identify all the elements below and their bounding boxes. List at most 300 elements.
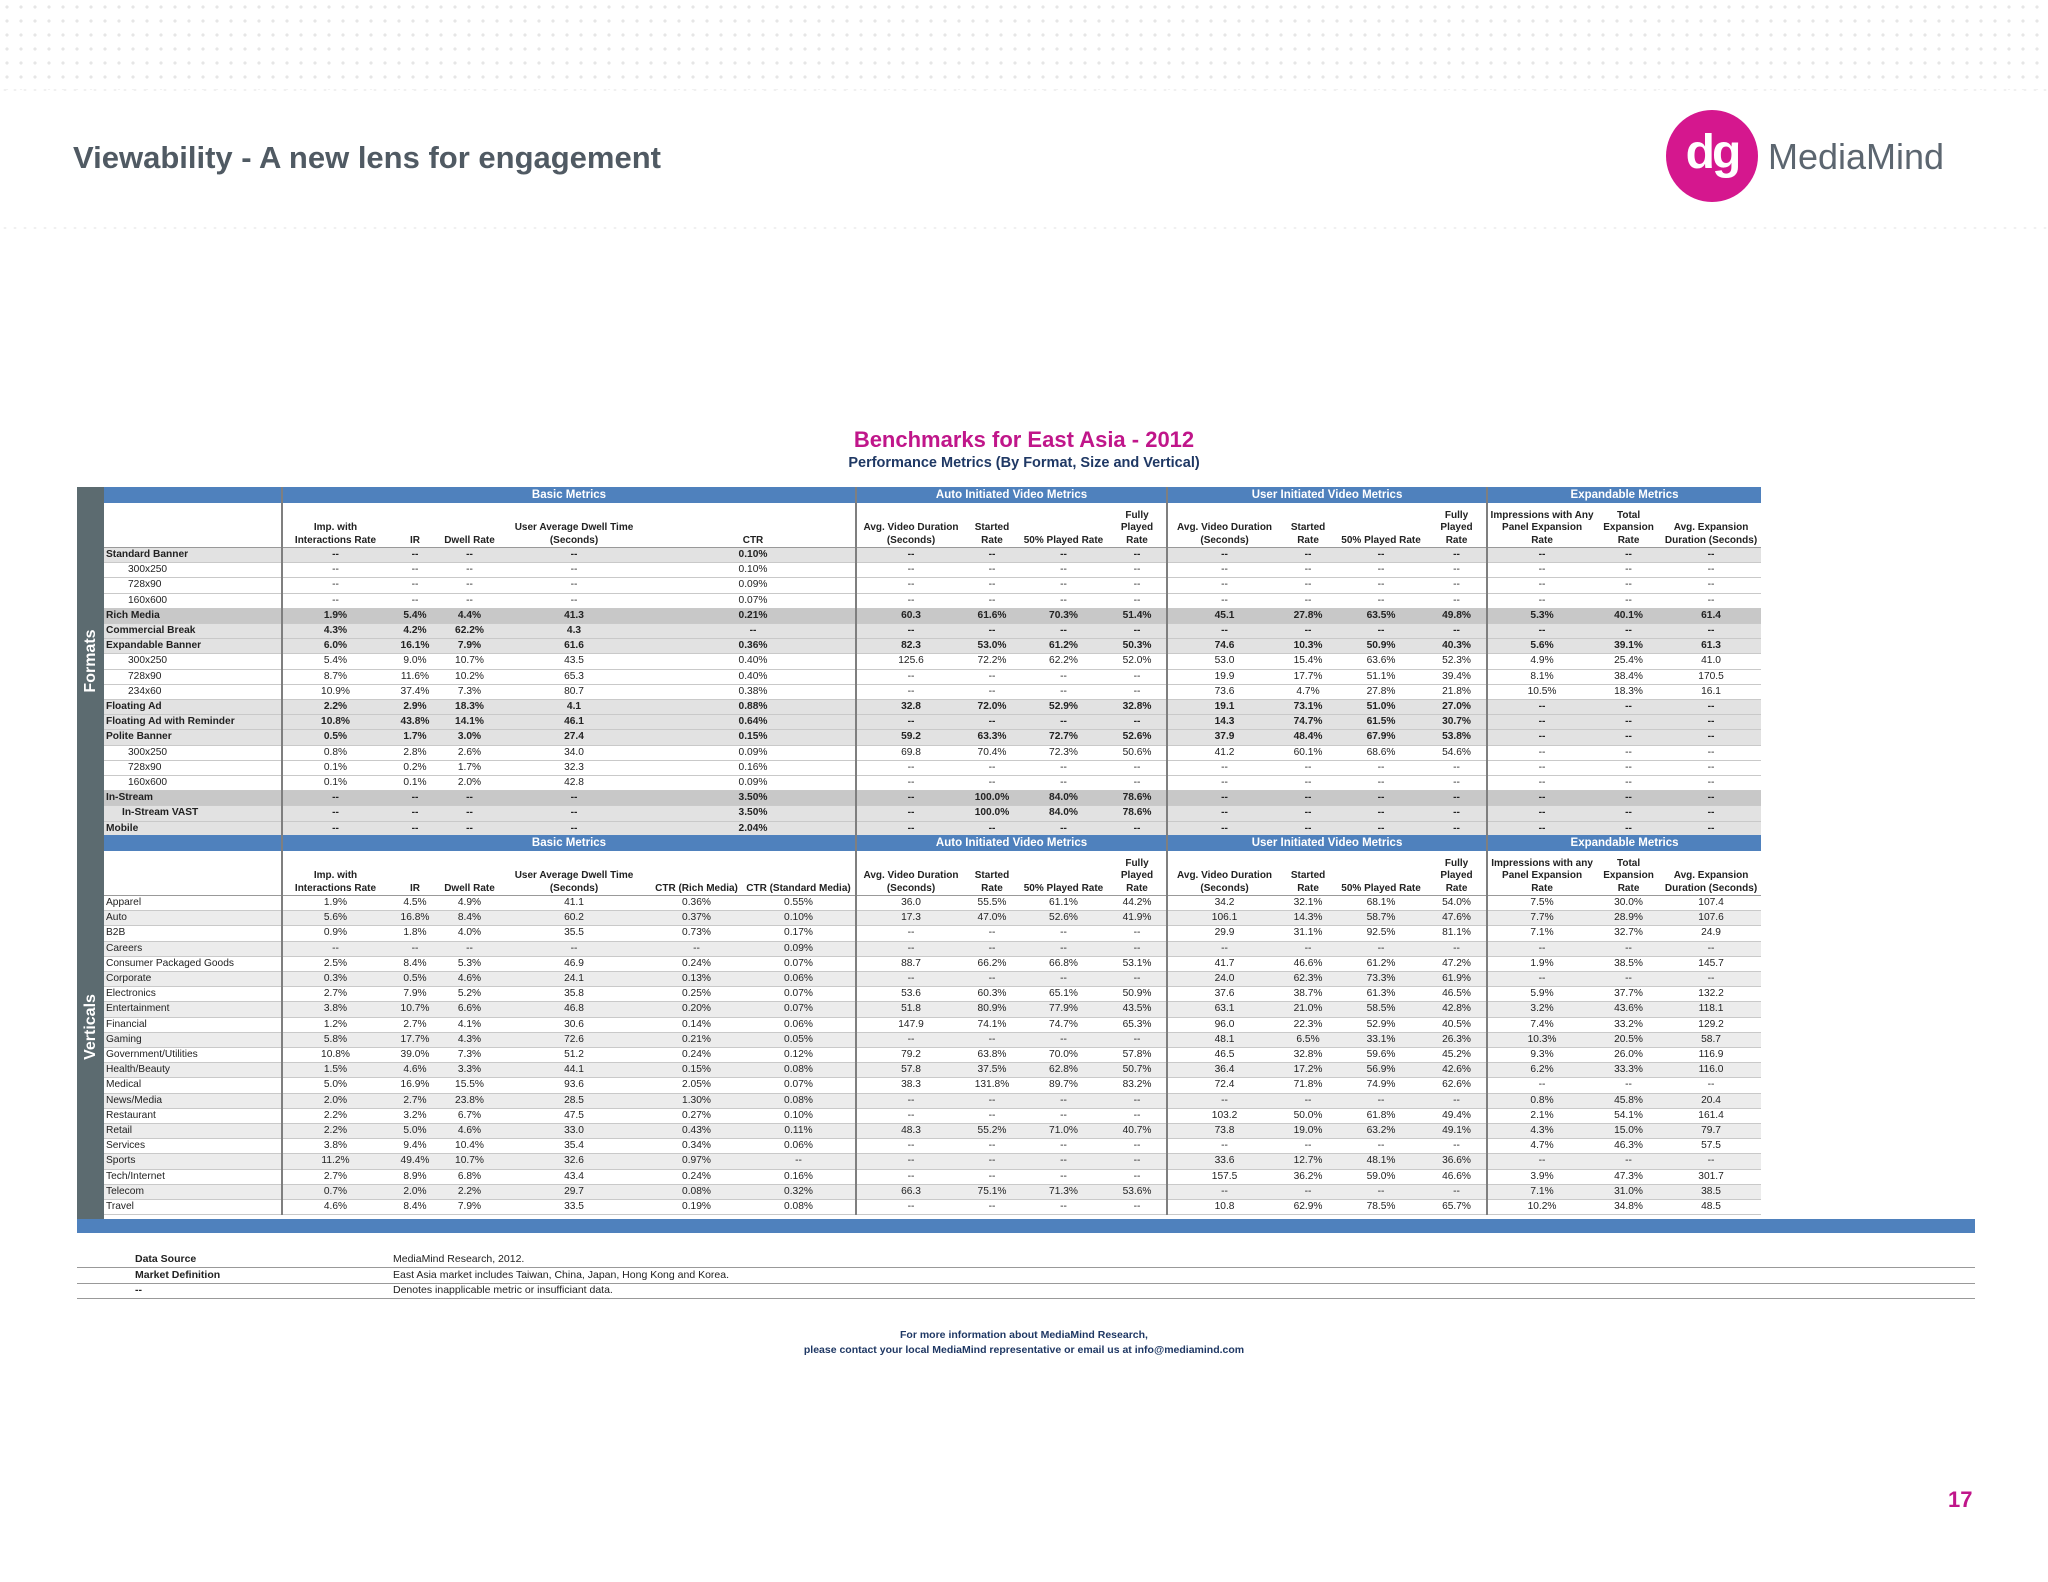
vertical-cell: 89.7% bbox=[1019, 1078, 1108, 1093]
verticals-table bbox=[104, 835, 1761, 1215]
format-row-label: 234x60 bbox=[104, 684, 282, 699]
vertical-cell: 49.4% bbox=[1427, 1108, 1487, 1123]
vertical-cell: -- bbox=[1596, 972, 1661, 987]
vertical-cell: 4.0% bbox=[442, 926, 497, 941]
vertical-cell: 74.9% bbox=[1335, 1078, 1427, 1093]
sidebar-verticals bbox=[77, 835, 104, 1219]
format-cell: 0.09% bbox=[651, 776, 856, 791]
vertical-cell: 78.5% bbox=[1335, 1200, 1427, 1215]
vertical-cell: 10.7% bbox=[442, 1154, 497, 1169]
benchmark-title: Benchmarks for East Asia - 2012 bbox=[853, 427, 1195, 452]
format-cell: -- bbox=[388, 806, 442, 821]
format-cell: -- bbox=[1335, 578, 1427, 593]
vertical-cell: 35.4 bbox=[497, 1139, 651, 1154]
vertical-cell: 0.08% bbox=[742, 1093, 856, 1108]
vertical-cell: 58.5% bbox=[1335, 1002, 1427, 1017]
vertical-cell: 41.1 bbox=[497, 896, 651, 911]
vertical-cell: 7.1% bbox=[1487, 1184, 1596, 1199]
vertical-cell: -- bbox=[1661, 1154, 1761, 1169]
vertical-cell: 61.8% bbox=[1335, 1108, 1427, 1123]
format-cell: 19.1 bbox=[1167, 700, 1281, 715]
column-header-row bbox=[104, 851, 1761, 896]
vertical-row-label: Services bbox=[104, 1139, 282, 1154]
vertical-cell: 42.6% bbox=[1427, 1063, 1487, 1078]
column-header-blank bbox=[104, 851, 282, 896]
vertical-cell: 37.7% bbox=[1596, 987, 1661, 1002]
page-number: 17 bbox=[1948, 1487, 1973, 1512]
format-cell: -- bbox=[1281, 760, 1335, 775]
format-cell: 54.6% bbox=[1427, 745, 1487, 760]
format-cell: -- bbox=[1596, 578, 1661, 593]
format-cell: 50.3% bbox=[1108, 639, 1167, 654]
format-cell: 21.8% bbox=[1427, 684, 1487, 699]
vertical-cell: 23.8% bbox=[442, 1093, 497, 1108]
format-cell: -- bbox=[1108, 624, 1167, 639]
vertical-cell: 7.9% bbox=[388, 987, 442, 1002]
column-header-row bbox=[104, 503, 1761, 548]
format-cell: -- bbox=[1167, 791, 1281, 806]
vertical-cell: 62.3% bbox=[1281, 972, 1335, 987]
format-cell: 74.7% bbox=[1281, 715, 1335, 730]
vertical-cell: 36.6% bbox=[1427, 1154, 1487, 1169]
format-cell: -- bbox=[1427, 548, 1487, 563]
vertical-cell: -- bbox=[1108, 926, 1167, 941]
vertical-row-label: Apparel bbox=[104, 896, 282, 911]
vertical-cell: 57.5 bbox=[1661, 1139, 1761, 1154]
vertical-cell: 55.5% bbox=[965, 896, 1019, 911]
vertical-cell: 4.1% bbox=[442, 1017, 497, 1032]
vertical-cell: 63.2% bbox=[1335, 1124, 1427, 1139]
format-cell: -- bbox=[1281, 776, 1335, 791]
vertical-cell: -- bbox=[856, 941, 965, 956]
format-cell: 73.6 bbox=[1167, 684, 1281, 699]
format-cell: 61.6% bbox=[965, 608, 1019, 623]
vertical-cell: 16.9% bbox=[388, 1078, 442, 1093]
format-row bbox=[104, 806, 1761, 821]
vertical-cell: 96.0 bbox=[1167, 1017, 1281, 1032]
format-cell: 19.9 bbox=[1167, 669, 1281, 684]
footnote-row bbox=[77, 1282, 1975, 1299]
vertical-cell: 8.4% bbox=[442, 911, 497, 926]
format-cell: 52.6% bbox=[1108, 730, 1167, 745]
format-cell: -- bbox=[856, 791, 965, 806]
format-cell: -- bbox=[856, 776, 965, 791]
vertical-cell: 47.2% bbox=[1427, 956, 1487, 971]
vertical-cell: 0.08% bbox=[742, 1063, 856, 1078]
format-cell: -- bbox=[965, 593, 1019, 608]
format-cell: -- bbox=[1487, 563, 1596, 578]
format-cell: -- bbox=[1487, 730, 1596, 745]
vertical-row-label: Tech/Internet bbox=[104, 1169, 282, 1184]
column-header: Dwell Rate bbox=[442, 503, 497, 548]
vertical-cell: -- bbox=[1167, 1184, 1281, 1199]
format-cell: 0.16% bbox=[651, 760, 856, 775]
vertical-cell: 93.6 bbox=[497, 1078, 651, 1093]
vertical-cell: 59.6% bbox=[1335, 1048, 1427, 1063]
column-header: 50% Played Rate bbox=[1019, 851, 1108, 896]
format-row-label: Standard Banner bbox=[104, 548, 282, 563]
vertical-cell: 58.7% bbox=[1335, 911, 1427, 926]
format-row bbox=[104, 791, 1761, 806]
vertical-cell: 47.6% bbox=[1427, 911, 1487, 926]
format-cell: -- bbox=[856, 684, 965, 699]
sidebar-formats-label: Formats bbox=[81, 629, 99, 693]
vertical-cell: -- bbox=[1487, 941, 1596, 956]
format-cell: -- bbox=[1661, 745, 1761, 760]
vertical-cell: 0.9% bbox=[282, 926, 388, 941]
vertical-cell: 65.7% bbox=[1427, 1200, 1487, 1215]
vertical-cell: 70.0% bbox=[1019, 1048, 1108, 1063]
format-cell: -- bbox=[1661, 624, 1761, 639]
column-header: Total Expansion Rate bbox=[1596, 503, 1661, 548]
vertical-row-label: Restaurant bbox=[104, 1108, 282, 1123]
vertical-cell: 107.4 bbox=[1661, 896, 1761, 911]
vertical-cell: 38.7% bbox=[1281, 987, 1335, 1002]
format-cell: 60.1% bbox=[1281, 745, 1335, 760]
vertical-cell: 0.97% bbox=[651, 1154, 742, 1169]
format-row-label: 300x250 bbox=[104, 654, 282, 669]
format-cell: -- bbox=[1487, 760, 1596, 775]
format-cell: -- bbox=[1108, 563, 1167, 578]
format-cell: 4.2% bbox=[388, 624, 442, 639]
footnote-value: Denotes inapplicable metric or insufficiant data. bbox=[393, 1284, 613, 1296]
format-cell: 38.4% bbox=[1596, 669, 1661, 684]
vertical-cell: -- bbox=[965, 1032, 1019, 1047]
vertical-cell: 47.0% bbox=[965, 911, 1019, 926]
vertical-cell: 29.9 bbox=[1167, 926, 1281, 941]
vertical-cell: 0.37% bbox=[651, 911, 742, 926]
format-cell: -- bbox=[282, 548, 388, 563]
vertical-cell: 50.7% bbox=[1108, 1063, 1167, 1078]
format-cell: -- bbox=[282, 578, 388, 593]
footnote-row bbox=[77, 1251, 1975, 1268]
format-cell: -- bbox=[1596, 593, 1661, 608]
format-cell: -- bbox=[1661, 715, 1761, 730]
vertical-cell: 0.16% bbox=[742, 1169, 856, 1184]
vertical-cell: 34.2 bbox=[1167, 896, 1281, 911]
format-row bbox=[104, 669, 1761, 684]
vertical-cell: 3.2% bbox=[1487, 1002, 1596, 1017]
vertical-cell: -- bbox=[1019, 1093, 1108, 1108]
vertical-cell: 50.0% bbox=[1281, 1108, 1335, 1123]
format-cell: 0.10% bbox=[651, 563, 856, 578]
vertical-cell: 2.2% bbox=[282, 1108, 388, 1123]
format-cell: -- bbox=[1019, 760, 1108, 775]
format-row-label: 728x90 bbox=[104, 578, 282, 593]
vertical-cell: 62.9% bbox=[1281, 1200, 1335, 1215]
vertical-cell: -- bbox=[1019, 1032, 1108, 1047]
format-cell: -- bbox=[965, 760, 1019, 775]
vertical-cell: 7.4% bbox=[1487, 1017, 1596, 1032]
format-cell: -- bbox=[856, 563, 965, 578]
footnote-key: Market Definition bbox=[135, 1268, 221, 1281]
vertical-cell: 24.1 bbox=[497, 972, 651, 987]
format-cell: -- bbox=[1596, 776, 1661, 791]
format-cell: 4.4% bbox=[442, 608, 497, 623]
vertical-cell: 46.6% bbox=[1427, 1169, 1487, 1184]
format-cell: 78.6% bbox=[1108, 791, 1167, 806]
vertical-cell: 79.2 bbox=[856, 1048, 965, 1063]
vertical-cell: 58.7 bbox=[1661, 1032, 1761, 1047]
vertical-cell: 0.25% bbox=[651, 987, 742, 1002]
vertical-cell: -- bbox=[1019, 1139, 1108, 1154]
column-header: User Average Dwell Time (Seconds) bbox=[497, 851, 651, 896]
vertical-cell: 5.3% bbox=[442, 956, 497, 971]
vertical-cell: 0.36% bbox=[651, 896, 742, 911]
format-row bbox=[104, 608, 1761, 623]
format-cell: 0.1% bbox=[282, 760, 388, 775]
vertical-cell: 16.8% bbox=[388, 911, 442, 926]
vertical-cell: -- bbox=[1281, 1093, 1335, 1108]
column-header: 50% Played Rate bbox=[1335, 851, 1427, 896]
vertical-row bbox=[104, 1169, 1761, 1184]
vertical-row bbox=[104, 941, 1761, 956]
format-cell: -- bbox=[282, 593, 388, 608]
vertical-cell: 3.8% bbox=[282, 1002, 388, 1017]
column-header: 50% Played Rate bbox=[1019, 503, 1108, 548]
format-cell: -- bbox=[1281, 548, 1335, 563]
vertical-cell: 1.8% bbox=[388, 926, 442, 941]
format-cell: 0.64% bbox=[651, 715, 856, 730]
vertical-cell: 14.3% bbox=[1281, 911, 1335, 926]
vertical-cell: 10.4% bbox=[442, 1139, 497, 1154]
format-cell: 4.7% bbox=[1281, 684, 1335, 699]
vertical-cell: 21.0% bbox=[1281, 1002, 1335, 1017]
footnote-row bbox=[77, 1267, 1975, 1284]
vertical-cell: 61.1% bbox=[1019, 896, 1108, 911]
vertical-row bbox=[104, 1093, 1761, 1108]
format-cell: -- bbox=[1596, 760, 1661, 775]
vertical-cell: 15.5% bbox=[442, 1078, 497, 1093]
format-cell: 1.7% bbox=[442, 760, 497, 775]
vertical-cell: -- bbox=[1427, 1184, 1487, 1199]
vertical-cell: 38.5 bbox=[1661, 1184, 1761, 1199]
section-header-blank bbox=[104, 487, 282, 503]
format-cell: -- bbox=[1596, 791, 1661, 806]
format-row-label: 160x600 bbox=[104, 776, 282, 791]
format-cell: -- bbox=[1661, 791, 1761, 806]
vertical-cell: 74.1% bbox=[965, 1017, 1019, 1032]
vertical-row bbox=[104, 1154, 1761, 1169]
format-row-label: 728x90 bbox=[104, 669, 282, 684]
format-cell: -- bbox=[388, 563, 442, 578]
vertical-cell: -- bbox=[1661, 941, 1761, 956]
section-header-row bbox=[104, 835, 1761, 851]
vertical-cell: -- bbox=[856, 1200, 965, 1215]
vertical-cell: -- bbox=[1281, 1184, 1335, 1199]
vertical-cell: 60.3% bbox=[965, 987, 1019, 1002]
vertical-cell: 29.7 bbox=[497, 1184, 651, 1199]
vertical-row bbox=[104, 911, 1761, 926]
vertical-row bbox=[104, 1200, 1761, 1215]
format-cell: 46.1 bbox=[497, 715, 651, 730]
format-row-label: Mobile bbox=[104, 821, 282, 836]
vertical-row bbox=[104, 1139, 1761, 1154]
vertical-cell: -- bbox=[856, 1169, 965, 1184]
format-cell: -- bbox=[1596, 730, 1661, 745]
format-cell: -- bbox=[388, 821, 442, 836]
vertical-cell: 8.9% bbox=[388, 1169, 442, 1184]
vertical-cell: -- bbox=[965, 926, 1019, 941]
vertical-cell: -- bbox=[1019, 1200, 1108, 1215]
vertical-cell: 51.2 bbox=[497, 1048, 651, 1063]
format-cell: 5.3% bbox=[1487, 608, 1596, 623]
vertical-cell: 0.55% bbox=[742, 896, 856, 911]
format-cell: -- bbox=[442, 821, 497, 836]
format-row bbox=[104, 760, 1761, 775]
vertical-cell: 9.4% bbox=[388, 1139, 442, 1154]
vertical-row-label: News/Media bbox=[104, 1093, 282, 1108]
format-cell: 43.8% bbox=[388, 715, 442, 730]
format-cell: -- bbox=[1661, 821, 1761, 836]
column-header: Dwell Rate bbox=[442, 851, 497, 896]
vertical-cell: -- bbox=[1335, 941, 1427, 956]
vertical-cell: 38.3 bbox=[856, 1078, 965, 1093]
vertical-cell: 30.6 bbox=[497, 1017, 651, 1032]
format-cell: -- bbox=[1019, 715, 1108, 730]
vertical-cell: 26.0% bbox=[1596, 1048, 1661, 1063]
vertical-row-label: Health/Beauty bbox=[104, 1063, 282, 1078]
vertical-cell: -- bbox=[1108, 1200, 1167, 1215]
vertical-cell: 132.2 bbox=[1661, 987, 1761, 1002]
format-cell: 39.1% bbox=[1596, 639, 1661, 654]
format-cell: -- bbox=[1019, 593, 1108, 608]
format-cell: 32.8% bbox=[1108, 700, 1167, 715]
format-cell: 17.7% bbox=[1281, 669, 1335, 684]
vertical-cell: 24.9 bbox=[1661, 926, 1761, 941]
format-cell: -- bbox=[965, 578, 1019, 593]
format-cell: 4.1 bbox=[497, 700, 651, 715]
vertical-cell: 26.3% bbox=[1427, 1032, 1487, 1047]
vertical-cell: 53.6 bbox=[856, 987, 965, 1002]
format-cell: 16.1% bbox=[388, 639, 442, 654]
vertical-cell: -- bbox=[856, 1154, 965, 1169]
format-cell: -- bbox=[856, 821, 965, 836]
vertical-cell: 0.17% bbox=[742, 926, 856, 941]
format-cell: -- bbox=[965, 715, 1019, 730]
vertical-cell: 71.8% bbox=[1281, 1078, 1335, 1093]
vertical-cell: 61.2% bbox=[1335, 956, 1427, 971]
section-header-expandable: Expandable Metrics bbox=[1487, 835, 1761, 851]
format-cell: 62.2% bbox=[1019, 654, 1108, 669]
format-cell: 53.8% bbox=[1427, 730, 1487, 745]
format-cell: -- bbox=[282, 791, 388, 806]
vertical-cell: 33.6 bbox=[1167, 1154, 1281, 1169]
format-cell: 10.2% bbox=[442, 669, 497, 684]
vertical-cell: 60.2 bbox=[497, 911, 651, 926]
format-cell: 10.8% bbox=[282, 715, 388, 730]
vertical-cell: 0.19% bbox=[651, 1200, 742, 1215]
format-cell: -- bbox=[1108, 821, 1167, 836]
vertical-cell: -- bbox=[965, 1093, 1019, 1108]
vertical-cell: 80.9% bbox=[965, 1002, 1019, 1017]
format-cell: -- bbox=[856, 760, 965, 775]
format-cell: -- bbox=[1019, 578, 1108, 593]
vertical-cell: 40.5% bbox=[1427, 1017, 1487, 1032]
vertical-cell: 0.07% bbox=[742, 1002, 856, 1017]
column-header: Avg. Expansion Duration (Seconds) bbox=[1661, 851, 1761, 896]
format-cell: 49.8% bbox=[1427, 608, 1487, 623]
format-cell: -- bbox=[442, 563, 497, 578]
format-cell: 4.3 bbox=[497, 624, 651, 639]
column-header: CTR bbox=[651, 503, 856, 548]
vertical-cell: 0.06% bbox=[742, 1139, 856, 1154]
vertical-cell: 71.0% bbox=[1019, 1124, 1108, 1139]
vertical-cell: 41.9% bbox=[1108, 911, 1167, 926]
table-bottom-bar bbox=[77, 1219, 1975, 1233]
vertical-cell: 0.14% bbox=[651, 1017, 742, 1032]
vertical-row-label: Financial bbox=[104, 1017, 282, 1032]
format-cell: 41.2 bbox=[1167, 745, 1281, 760]
column-header: Avg. Video Duration (Seconds) bbox=[856, 851, 965, 896]
vertical-cell: 4.6% bbox=[388, 1063, 442, 1078]
vertical-cell: 0.24% bbox=[651, 956, 742, 971]
format-cell: 2.9% bbox=[388, 700, 442, 715]
section-header-auto: Auto Initiated Video Metrics bbox=[856, 487, 1167, 503]
vertical-cell: 0.06% bbox=[742, 972, 856, 987]
format-cell: -- bbox=[282, 821, 388, 836]
vertical-cell: 42.8% bbox=[1427, 1002, 1487, 1017]
format-cell: 53.0% bbox=[965, 639, 1019, 654]
footnote-key: Data Source bbox=[135, 1253, 197, 1265]
vertical-cell: 7.1% bbox=[1487, 926, 1596, 941]
format-cell: -- bbox=[856, 593, 965, 608]
vertical-cell: -- bbox=[1596, 1154, 1661, 1169]
format-cell: -- bbox=[1281, 791, 1335, 806]
vertical-cell: 66.3 bbox=[856, 1184, 965, 1199]
column-header-blank bbox=[104, 503, 282, 548]
format-row bbox=[104, 684, 1761, 699]
vertical-cell: 37.5% bbox=[965, 1063, 1019, 1078]
column-header: Impressions with any Panel Expansion Rate bbox=[1487, 851, 1596, 896]
format-cell: 40.1% bbox=[1596, 608, 1661, 623]
format-cell: 74.6 bbox=[1167, 639, 1281, 654]
column-header: IR bbox=[388, 503, 442, 548]
vertical-cell: 2.2% bbox=[442, 1184, 497, 1199]
format-cell: -- bbox=[1661, 760, 1761, 775]
vertical-cell: 4.6% bbox=[442, 972, 497, 987]
vertical-row bbox=[104, 1078, 1761, 1093]
vertical-row-label: B2B bbox=[104, 926, 282, 941]
vertical-cell: 106.1 bbox=[1167, 911, 1281, 926]
format-row-label: Rich Media bbox=[104, 608, 282, 623]
vertical-cell: -- bbox=[1167, 941, 1281, 956]
format-cell: 5.4% bbox=[282, 654, 388, 669]
format-cell: -- bbox=[1167, 776, 1281, 791]
vertical-cell: -- bbox=[1427, 941, 1487, 956]
vertical-cell: 5.0% bbox=[282, 1078, 388, 1093]
vertical-cell: 0.09% bbox=[742, 941, 856, 956]
format-cell: -- bbox=[442, 578, 497, 593]
vertical-cell: 2.7% bbox=[282, 1169, 388, 1184]
formats-table-wrap bbox=[104, 487, 1975, 837]
format-cell: 10.3% bbox=[1281, 639, 1335, 654]
vertical-cell: 118.1 bbox=[1661, 1002, 1761, 1017]
column-header: Started Rate bbox=[1281, 503, 1335, 548]
dotted-divider-bottom bbox=[0, 226, 2048, 230]
format-cell: 170.5 bbox=[1661, 669, 1761, 684]
vertical-row bbox=[104, 972, 1761, 987]
format-cell: 72.3% bbox=[1019, 745, 1108, 760]
sidebar-verticals-label: Verticals bbox=[81, 994, 99, 1060]
vertical-cell: -- bbox=[1019, 941, 1108, 956]
format-cell: 39.4% bbox=[1427, 669, 1487, 684]
column-header: Fully Played Rate bbox=[1427, 503, 1487, 548]
vertical-cell: 4.9% bbox=[442, 896, 497, 911]
format-cell: -- bbox=[1487, 548, 1596, 563]
format-cell: -- bbox=[1019, 776, 1108, 791]
format-cell: 61.3 bbox=[1661, 639, 1761, 654]
